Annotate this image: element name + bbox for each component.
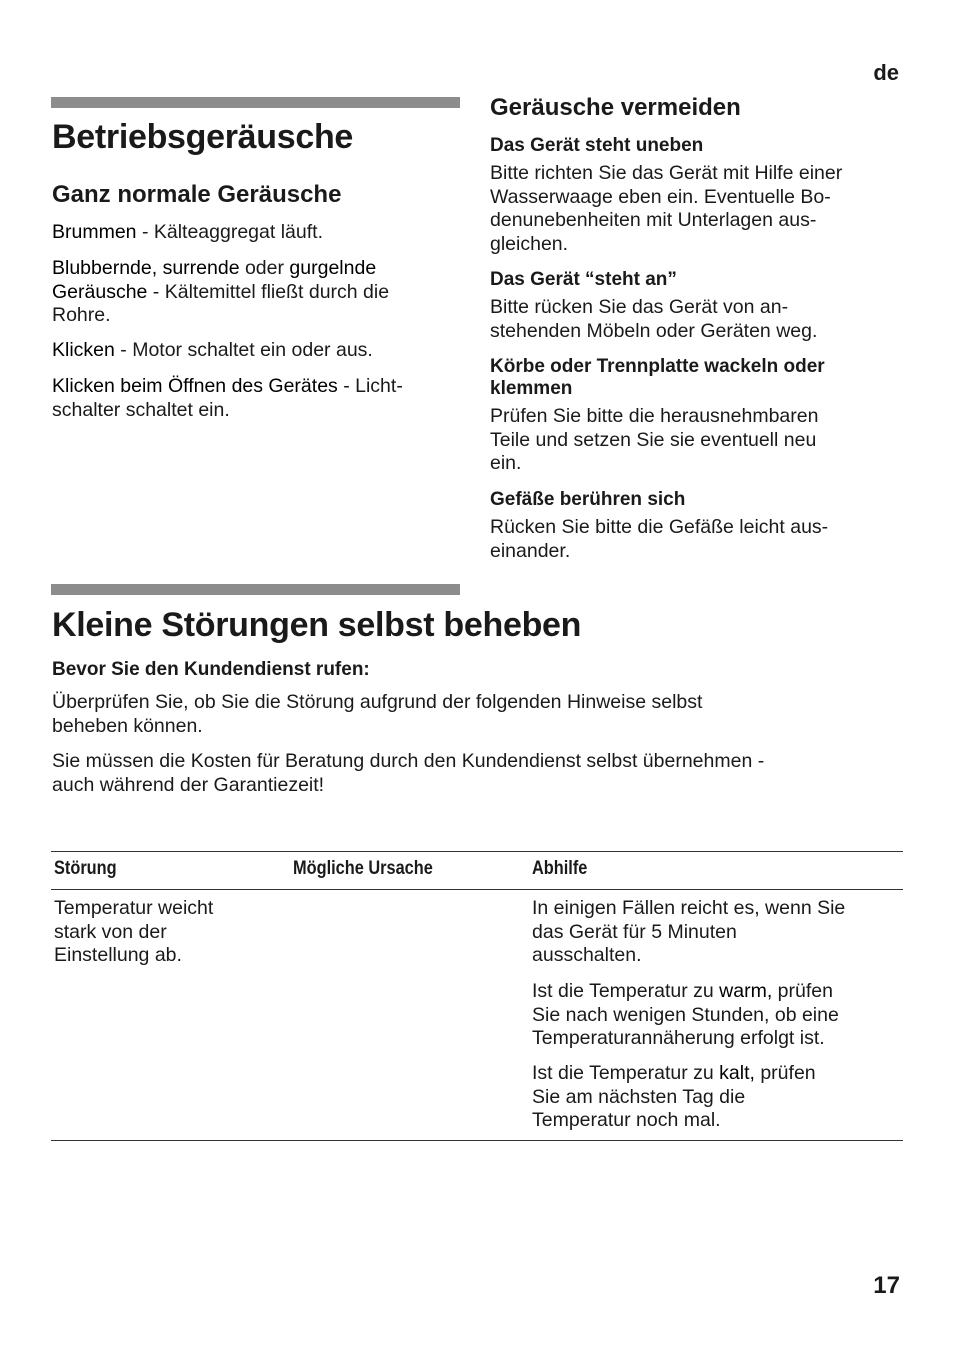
paragraph-kosten: Sie müssen die Kosten für Beratung durch den Kundendienst selbst übernehmen - auch während der Garantiezeit! [52, 750, 765, 796]
paragraph-klicken: Klicken - Motor schaltet ein oder aus. [52, 339, 373, 361]
table-cell-fix-1: In einigen Fällen reicht es, wenn Sie das Gerät für 5 Minuten ausschalten. [532, 897, 846, 966]
paragraph-klicken-oeffnen: Klicken beim Öffnen des Gerätes - Licht- schalter schaltet ein. [52, 375, 403, 421]
section-rule-lower [51, 584, 460, 595]
table-cell-fix-2: Ist die Temperatur zu warm, prüfen Sie nach wenigen Stunden, ob eine Temperaturannäherung erfolgt ist. [532, 980, 839, 1049]
heading-steht-an: Das Gerät “steht an” [490, 269, 677, 290]
term-brummen: Brummen [52, 221, 137, 243]
subtitle-normal-noises: Ganz normale Geräusche [52, 181, 342, 208]
paragraph-steht-an: Bitte rücken Sie das Gerät von an- stehenden Möbeln oder Geräten weg. [490, 296, 818, 342]
paragraph-blubbernde: Blubbernde, surrende oder gurgelnde Geräusche - Kältemittel fließt durch die Rohre. [52, 257, 390, 326]
table-top-border [51, 851, 903, 852]
table-header-abhilfe: Abhilfe [532, 858, 588, 879]
paragraph-ueberpruefen: Überprüfen Sie, ob Sie die Störung aufgrund der folgenden Hinweise selbst beheben können. [52, 691, 703, 737]
subtitle-avoid-noises: Geräusche vermeiden [490, 94, 741, 121]
table-bottom-border [51, 1140, 903, 1141]
section-rule-top [51, 97, 460, 108]
table-cell-fault: Temperatur weicht stark von der Einstellung ab. [54, 897, 214, 966]
section-title-betriebsgeraeusche: Betriebsgeräusche [52, 118, 354, 156]
paragraph-koerbe: Prüfen Sie bitte die herausnehmbaren Teile und setzen Sie sie eventuell neu ein. [490, 405, 819, 474]
paragraph-gefaesse: Rücken Sie bitte die Gefäße leicht aus- einander. [490, 516, 829, 562]
table-header-ursache: Mögliche Ursache [293, 858, 433, 879]
table-header-divider [51, 889, 903, 890]
heading-bevor: Bevor Sie den Kundendienst rufen: [52, 659, 370, 680]
page-number: 17 [873, 1272, 900, 1299]
heading-gefaesse: Gefäße berühren sich [490, 489, 686, 510]
heading-koerbe: Körbe oder Trennplatte wackeln oder klemmen [490, 356, 825, 399]
section-title-stoerungen: Kleine Störungen selbst beheben [52, 606, 582, 644]
language-code: de [873, 60, 899, 85]
heading-uneben: Das Gerät steht uneben [490, 135, 704, 156]
table-cell-fix-3: Ist die Temperatur zu kalt, prüfen Sie am nächsten Tag die Temperatur noch mal. [532, 1062, 816, 1131]
paragraph-brummen: Brummen - Kälteaggregat läuft. [52, 221, 323, 243]
table-header-stoerung: Störung [54, 858, 117, 879]
paragraph-uneben: Bitte richten Sie das Gerät mit Hilfe einer Wasserwaage eben ein. Eventuelle Bo- denunebenheiten mit Unterlagen aus- gleichen. [490, 162, 843, 255]
